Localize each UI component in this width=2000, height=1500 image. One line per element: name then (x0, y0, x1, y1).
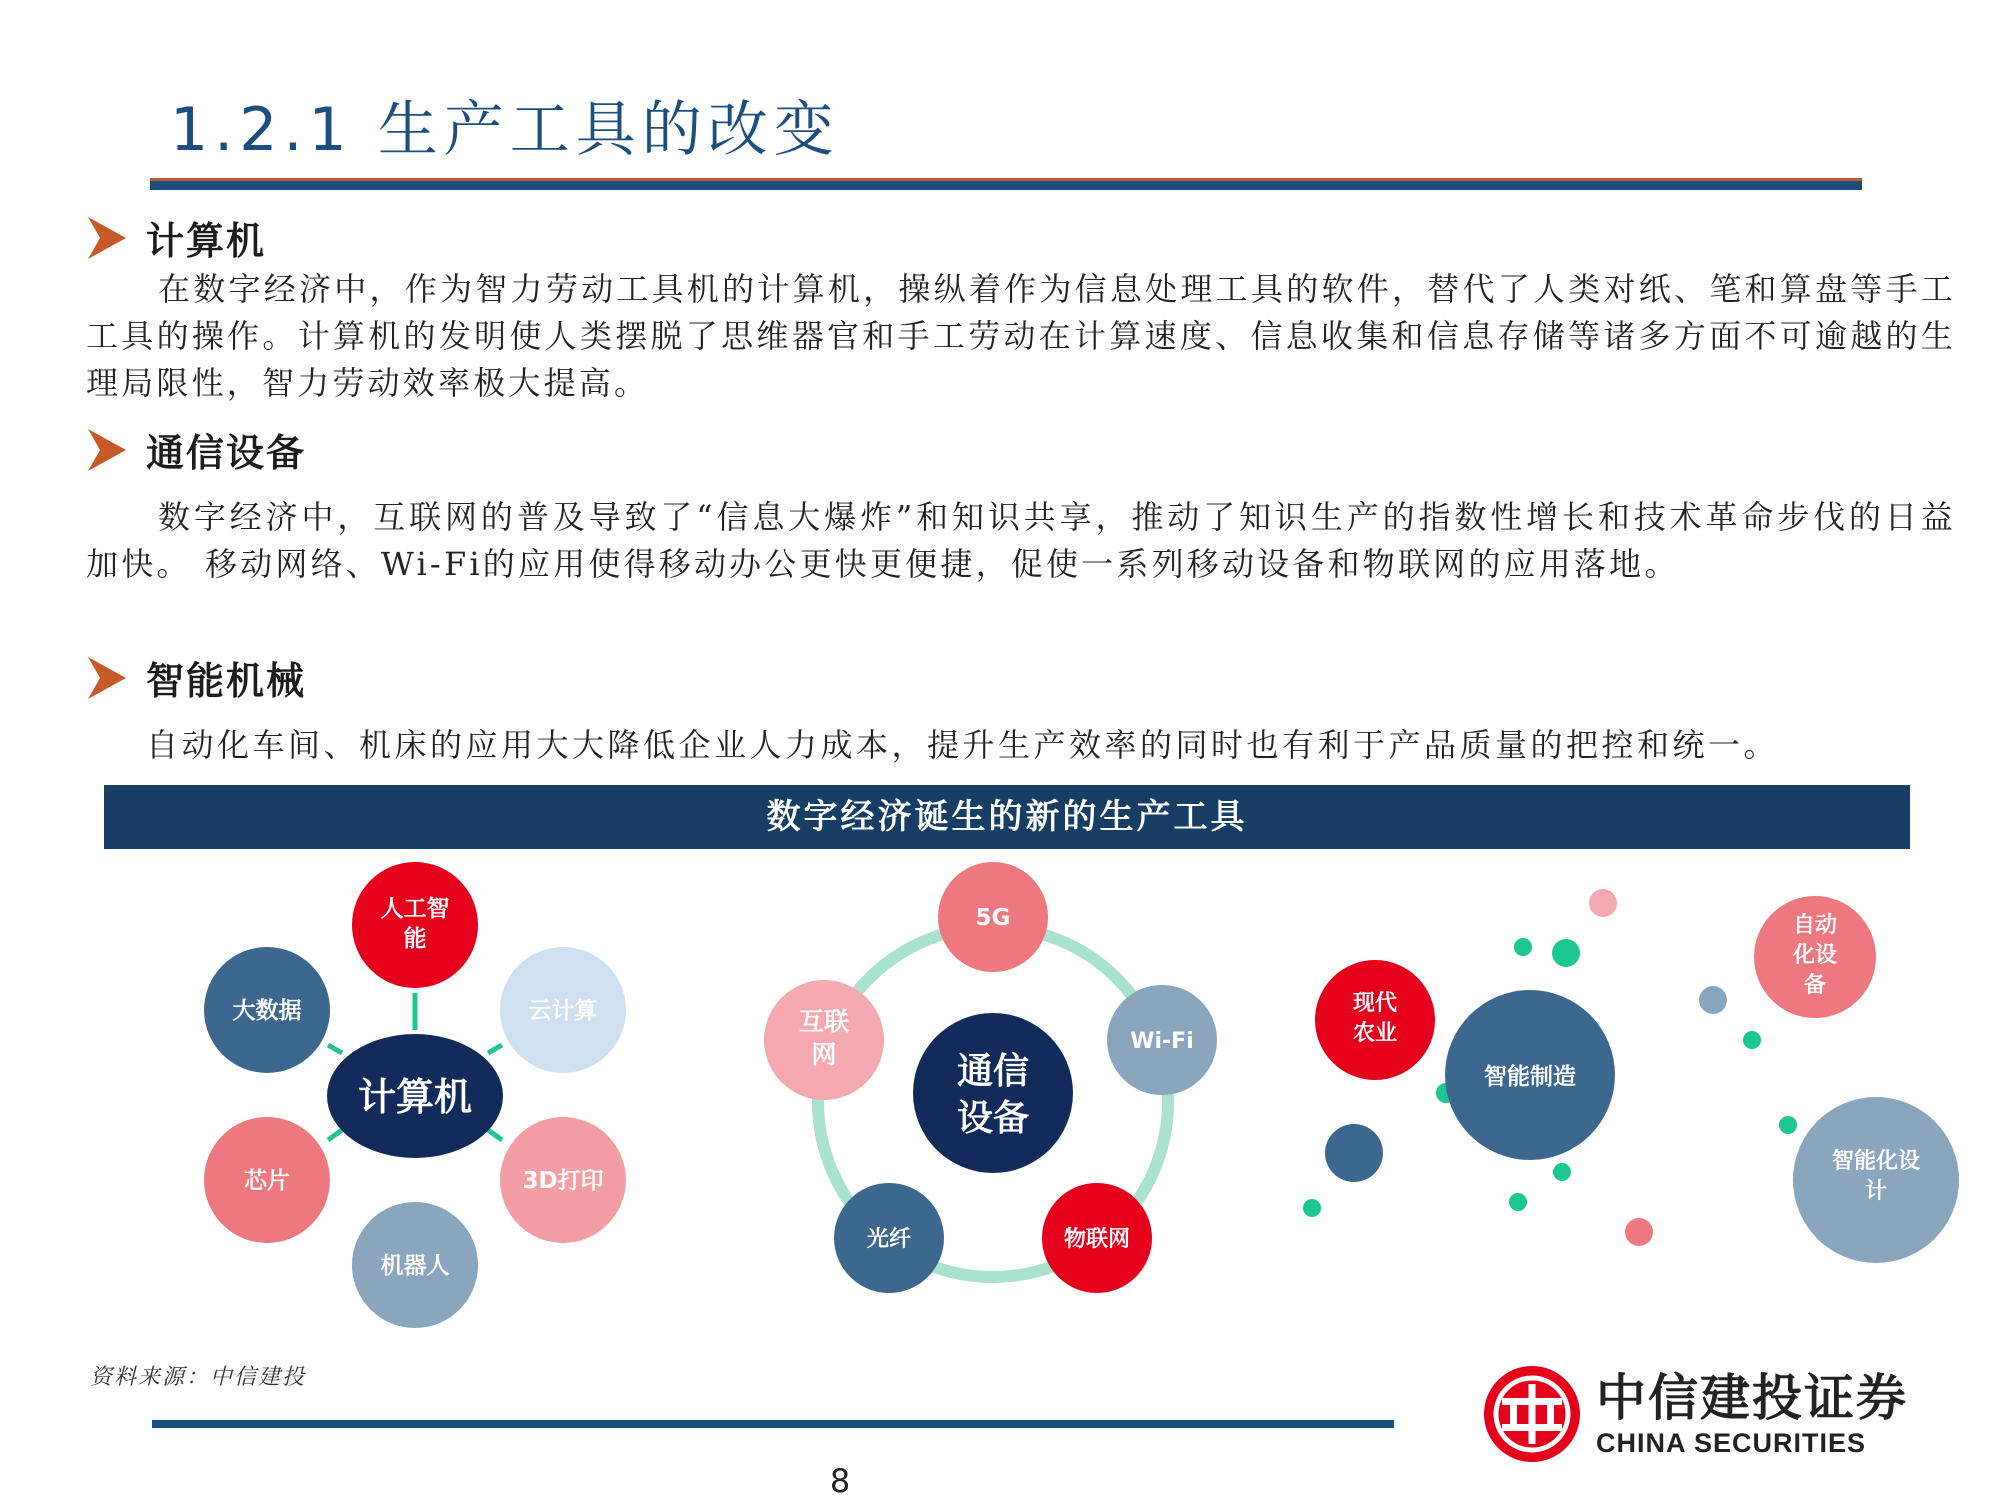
node-label: 芯片 (244, 1168, 290, 1194)
center-label: 设备 (956, 1098, 1030, 1139)
diagram-banner: 数字经济诞生的新的生产工具 (104, 785, 1910, 849)
node-label: 智能制造 (1484, 1064, 1576, 1090)
decor-dot (1589, 889, 1617, 917)
node-label: 备 (1803, 973, 1827, 998)
decor-dot (1625, 1218, 1653, 1246)
section-body-computer: 在数字经济中，作为智力劳动工具机的计算机，操纵着作为信息处理工具的软件，替代了人类对纸、笔和算盘等手工工具的操作。计算机的发明使人类摆脱了思维器官和手工劳动在计算速度、信息收集和信息存储等诸多方面不可逾越的生理局限性，智力劳动效率极大提高。 (86, 270, 1956, 402)
computer-node-chip (204, 1117, 330, 1243)
communication-cluster (764, 862, 1217, 1293)
logo-english-name: CHINA SECURITIES (1596, 1428, 1867, 1458)
decor-dot (1743, 1031, 1761, 1049)
china-securities-logo-icon (1480, 1362, 1584, 1466)
node-label: 自动 (1792, 913, 1838, 938)
node-label: 3D打印 (522, 1168, 604, 1194)
node-label: 现代 (1352, 991, 1398, 1016)
comm-node-internet (764, 980, 884, 1100)
machinery-node-smart-design (1793, 1097, 1959, 1263)
decor-dot (1509, 1193, 1527, 1211)
node-label: 智能化设 (1831, 1149, 1921, 1174)
node-label: 物联网 (1063, 1227, 1131, 1252)
center-label: 计算机 (357, 1075, 473, 1119)
section-heading-label: 计算机 (146, 219, 267, 263)
machinery-node-modern-agriculture (1315, 960, 1435, 1080)
decor-dot (1553, 1163, 1571, 1181)
decor-dot (1552, 939, 1580, 967)
computer-node-3d-print (500, 1117, 626, 1243)
source-note: 资料来源：中信建投 (90, 1365, 307, 1390)
arrow-bullet-icon (86, 425, 128, 475)
production-tools-diagram (0, 860, 2000, 1350)
company-logo (1480, 1362, 1908, 1466)
computer-node-cloud (500, 947, 626, 1073)
node-label: 人工智 (380, 896, 450, 922)
node-label: 机器人 (380, 1253, 450, 1279)
arrow-bullet-icon (86, 653, 128, 703)
comm-center (913, 1013, 1073, 1173)
machinery-node-smart-manufacturing (1445, 990, 1615, 1160)
decor-dot (1325, 1124, 1383, 1182)
comm-node-iot (1042, 1183, 1152, 1293)
machinery-node-automation-equipment (1754, 896, 1876, 1018)
computer-node-robot (352, 1202, 478, 1328)
section-body-communication: 数字经济中，互联网的普及导致了“信息大爆炸”和知识共享，推动了知识生产的指数性增长和技术革命步伐的日益加快。 移动网络、Wi-Fi的应用使得移动办公更快更便捷，促使一系列移动设备和物联网的应用落地。 (86, 498, 1956, 583)
section-heading-machinery (86, 650, 306, 705)
computer-cluster (204, 862, 626, 1328)
logo-chinese-name: 中信建投证券 (1596, 1369, 1908, 1427)
comm-node-5g (938, 862, 1048, 972)
footer-divider (152, 1420, 1394, 1428)
node-label: 化设 (1792, 943, 1838, 968)
decor-dot (1514, 938, 1532, 956)
section-heading-communication (86, 422, 306, 477)
node-label: 大数据 (232, 998, 302, 1024)
node-label: 光纤 (866, 1227, 912, 1252)
comm-node-wifi (1107, 985, 1217, 1095)
section-heading-label: 通信设备 (146, 431, 307, 475)
node-label: 网 (811, 1040, 837, 1069)
arrow-bullet-icon (86, 213, 128, 263)
node-label: 农业 (1352, 1021, 1398, 1046)
machinery-cluster (1303, 889, 1959, 1263)
decor-dot (1303, 1199, 1321, 1217)
computer-center (327, 1034, 503, 1158)
title-divider (150, 178, 1862, 190)
section-body-machinery: 自动化车间、机床的应用大大降低企业人力成本，提升生产效率的同时也有利于产品质量的把控和统一。 (146, 726, 1780, 764)
node-label: Wi-Fi (1130, 1029, 1194, 1054)
computer-node-bigdata (204, 947, 330, 1073)
page-title: 1.2.1 生产工具的改变 (170, 95, 840, 165)
section-heading-label: 智能机械 (146, 659, 307, 703)
decor-dot (1699, 986, 1727, 1014)
node-label: 互联 (798, 1007, 850, 1036)
node-label: 计 (1864, 1179, 1888, 1204)
node-label: 5G (975, 905, 1011, 931)
section-heading-computer (86, 210, 266, 265)
comm-node-fiber (834, 1183, 944, 1293)
page-number: 8 (829, 1462, 851, 1500)
computer-node-ai (352, 862, 478, 988)
node-label: 能 (403, 926, 427, 952)
node-label: 云计算 (528, 998, 598, 1024)
center-label: 通信 (956, 1051, 1030, 1092)
decor-dot (1779, 1116, 1797, 1134)
